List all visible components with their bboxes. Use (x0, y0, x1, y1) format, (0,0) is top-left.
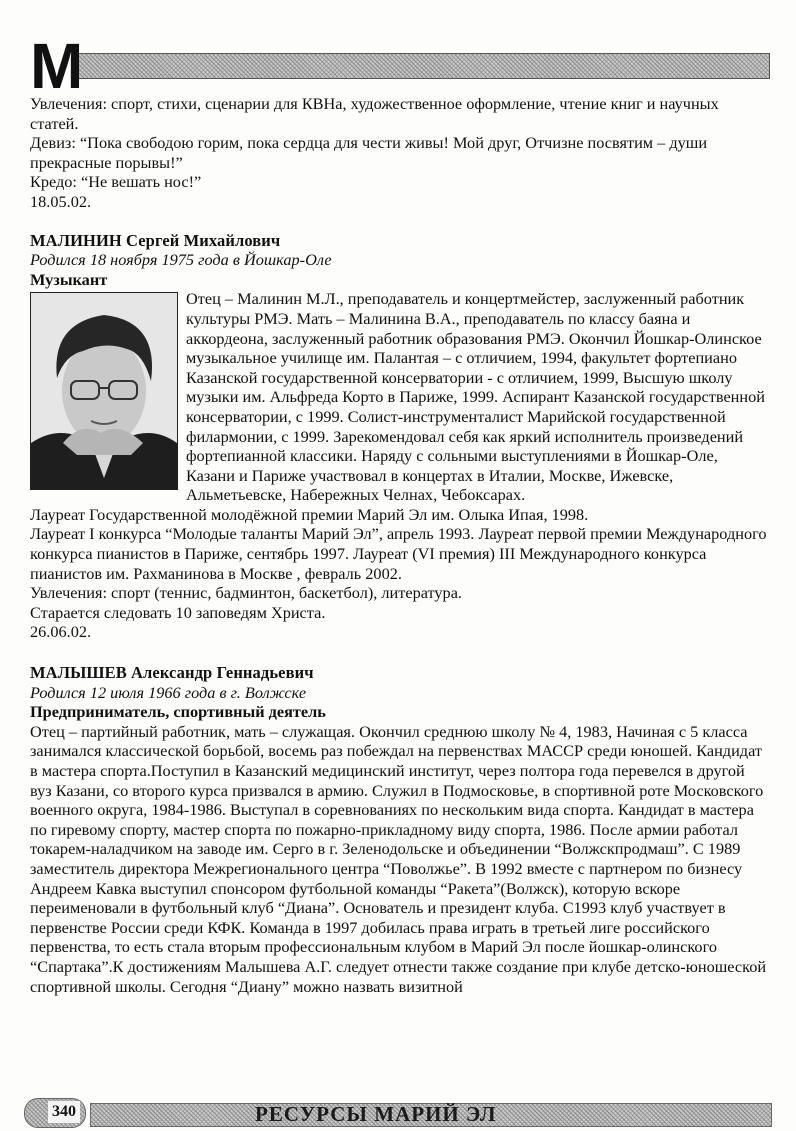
intro-credo: Кредо: “Не вешать нос!” (30, 172, 202, 192)
entry-profession: Предприниматель, спортивный деятель (30, 702, 326, 722)
entry-hobbies: Увлечения: спорт (теннис, бадминтон, баскетбол), литература. (30, 583, 462, 603)
page-content (30, 94, 770, 996)
page-number: 340 (48, 1101, 80, 1123)
entry-birth: Родился 12 июля 1966 года в г. Волжске (30, 682, 307, 702)
intro-hobbies: Увлечения: спорт, стихи, сценарии для КВНа, художественное оформление, чтение книг и научных статей. (30, 94, 719, 133)
entry-profession: Музыкант (30, 269, 108, 289)
entry-malyshev (30, 663, 770, 996)
entry-date: 26.06.02. (30, 622, 92, 642)
entry-award-2: Лауреат I конкурса “Молодые таланты Марий Эл”, апрель 1993. Лауреат первой премии Международного конкурса пианистов в Париже, сентябрь 1997. Лауреат (VI премия) III Международного конкурса пианистов им. Рахманинова в Москве , февраль 2002. (30, 524, 767, 583)
entry-birth: Родился 18 ноября 1975 года в Йошкар-Оле (30, 250, 332, 270)
entry-award-1: Лауреат Государственной молодёжной премии Марий Эл им. Олыка Ипая, 1998. (30, 504, 589, 524)
header-hatched-strip (78, 53, 770, 79)
entry-name: МАЛЫШЕВ Александр Геннадьевич (30, 663, 314, 683)
entry-bio: Отец – Малинин М.Л., преподаватель и концертмейстер, заслуженный работник культуры РМЭ. Мать – Малинина В.А., преподаватель по классу баяна и аккордеона, заслуженный работник образования РМЭ. Окончил Йошкар-Олинское музыкальное училище им. Палантая – с отличием, 1994, факультет фортепиано Казанской государственной консерватории - с отличием, 1999, Высшую школу музыки им. Альфреда Корто в Париже, 1999. Аспирант Казанской государственной консерватории, с 1999. Солист-инструменталист Марийской государственной филармонии, с 1999. Зарекомендовал себя как яркий исполнитель произведений фортепианной классики. Наряду с сольными выступлениями в Йошкар-Оле, Казани и Париже участвовал в концертах в Италии, Москве, Ижевске, Альметьевске, Набережных Челнах, Чебоксарах. (186, 289, 765, 505)
portrait-photo (30, 292, 178, 490)
entry-name: МАЛИНИН Сергей Михайлович (30, 230, 281, 250)
entry-malinin (30, 231, 770, 642)
portrait-image (31, 293, 177, 489)
intro-date: 18.05.02. (30, 191, 92, 211)
footer-title: РЕСУРСЫ МАРИЙ ЭЛ (255, 1102, 497, 1126)
section-letter: М (30, 30, 82, 102)
entry-motto: Старается следовать 10 заповедям Христа. (30, 602, 326, 622)
intro-motto: Девиз: “Пока свободою горим, пока сердца для чести живы! Мой друг, Отчизне посвятим – души прекрасные порывы!” (30, 133, 708, 172)
entry-bio: Отец – партийный работник, мать – служащая. Окончил среднюю школу № 4, 1983, Начиная с 5 класса занимался классической борьбой, восемь раз побеждал на первенствах МАССР среди юношей. Кандидат в мастера спорта.Поступил в Казанский медицинский институт, через полтора года перевелся в другой вуз Казани, со второго курса призвался в армию. Служил в Подмосковье, в спортивной роте Московского военного округа, 1984-1986. Выступал в соревнованиях по нескольким вида спорта. Кандидат в мастера по гиревому спорту, мастер спорта по пожарно-прикладному виду спорта, 1986. После армии работал токарем-наладчиком на заводе им. Серго в г. Зеленодольске и объединении “Волжскпродмаш”. С 1989 заместитель директора Межрегионального центра “Поволжье”. В 1992 вместе с партнером по бизнесу Андреем Кавка выступил спонсором футбольной команды “Ракета”(Волжск), которую вскоре переименовали в футбольный клуб “Диана”. Основатель и президент клуба. С1993 клуб участвует в первенстве России среди КФК. Команда в 1997 добилась права играть в третьей лиге российского первенства, то есть стала вторым профессиональным клубом в Марий Эл после йошкар-олинского “Спартака”.К достижениям Малышева А.Г. следует отнести также создание при клубе детско-юношеской спортивной школы. Сегодня “Диану” можно назвать визитной (30, 721, 767, 996)
